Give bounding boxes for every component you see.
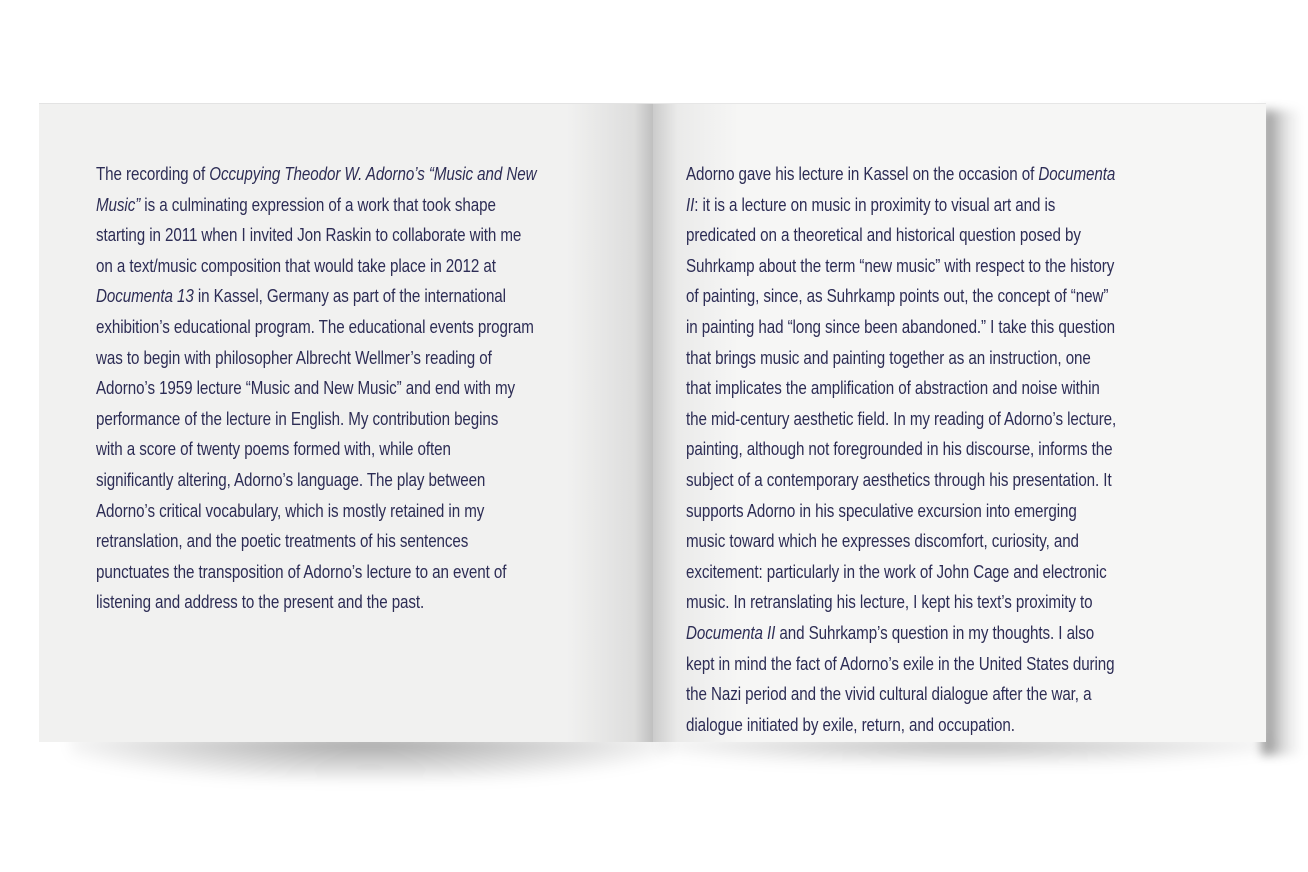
- text-segment: listening and address to the present and the past.: [96, 591, 425, 613]
- text-line: [686, 312, 1116, 343]
- text-line: [686, 404, 1116, 435]
- text-line: [686, 710, 1116, 741]
- text-segment: The recording of: [96, 163, 210, 184]
- text-line: [686, 343, 1116, 374]
- text-line: [96, 404, 536, 435]
- text-line: [96, 251, 536, 282]
- text-segment: retranslation, and the poetic treatments of his sentences: [96, 530, 469, 552]
- text-line: [96, 190, 536, 221]
- text-segment: music toward which he expresses discomfort, curiosity, and: [686, 530, 1079, 552]
- text-segment: Adorno gave his lecture in Kassel on the occasion of: [686, 163, 1039, 184]
- text-line: [686, 220, 1116, 251]
- text-line: [96, 526, 536, 557]
- text-segment: starting in 2011 when I invited Jon Raskin to collaborate with me: [96, 224, 522, 246]
- text-segment: on a text/music composition that would take place in 2012 at: [96, 254, 496, 276]
- text-segment: subject of a contemporary aesthetics through his presentation. It: [686, 468, 1112, 490]
- text-line: [686, 159, 1116, 190]
- right-page-text: [686, 159, 1116, 740]
- text-segment: and Suhrkamp’s question in my thoughts. I also: [775, 621, 1095, 643]
- text-line: [686, 618, 1116, 649]
- booklet-shadow-right: [1262, 110, 1302, 755]
- text-line: [686, 649, 1116, 680]
- text-segment: punctuates the transposition of Adorno’s lecture to an event of: [96, 560, 507, 582]
- text-line: [686, 190, 1116, 221]
- text-segment: was to begin with philosopher Albrecht Wellmer’s reading of: [96, 346, 492, 368]
- text-line: [686, 557, 1116, 588]
- text-line: [686, 526, 1116, 557]
- left-page: [39, 103, 653, 742]
- text-line: [686, 465, 1116, 496]
- right-page: [653, 103, 1266, 742]
- italic-text: II: [686, 193, 695, 215]
- text-line: [96, 465, 536, 496]
- italic-text: Documenta II: [686, 621, 776, 643]
- text-line: [686, 679, 1116, 710]
- text-line: [96, 557, 536, 588]
- text-line: [96, 159, 536, 190]
- text-segment: with a score of twenty poems formed with, while often: [96, 438, 451, 460]
- text-line: [96, 373, 536, 404]
- text-segment: excitement: particularly in the work of John Cage and electronic: [686, 560, 1107, 582]
- text-segment: supports Adorno in his speculative excursion into emerging: [686, 499, 1077, 521]
- text-line: [96, 434, 536, 465]
- text-segment: is a culminating expression of a work that took shape: [140, 193, 496, 215]
- text-segment: Adorno’s critical vocabulary, which is mostly retained in my: [96, 499, 485, 521]
- text-line: [686, 434, 1116, 465]
- text-segment: significantly altering, Adorno’s language. The play between: [96, 468, 486, 490]
- text-segment: exhibition’s educational program. The educational events program: [96, 315, 534, 337]
- text-segment: : it is a lecture on music in proximity to visual art and is: [694, 193, 1056, 215]
- text-line: [96, 587, 536, 618]
- text-line: [96, 220, 536, 251]
- text-segment: the mid-century aesthetic field. In my reading of Adorno’s lecture,: [686, 407, 1117, 429]
- text-segment: Suhrkamp about the term “new music” with respect to the history: [686, 254, 1115, 276]
- text-segment: music. In retranslating his lecture, I kept his text’s proximity to: [686, 591, 1093, 613]
- text-segment: painting, although not foregrounded in his discourse, informs the: [686, 438, 1113, 460]
- text-line: [96, 281, 536, 312]
- text-line: [96, 496, 536, 527]
- text-line: [686, 373, 1116, 404]
- italic-text: Music”: [96, 193, 141, 215]
- text-line: [686, 496, 1116, 527]
- text-segment: in Kassel, Germany as part of the international: [193, 285, 506, 307]
- text-segment: the Nazi period and the vivid cultural dialogue after the war, a: [686, 683, 1092, 705]
- italic-text: Documenta: [1038, 163, 1116, 184]
- booklet-shadow-left: [70, 736, 670, 780]
- text-line: [686, 281, 1116, 312]
- text-segment: dialogue initiated by exile, return, and occupation.: [686, 713, 1015, 735]
- italic-text: Occupying Theodor W. Adorno’s “Music and New: [209, 163, 537, 184]
- text-line: [96, 343, 536, 374]
- text-segment: of painting, since, as Suhrkamp points out, the concept of “new”: [686, 285, 1109, 307]
- text-segment: predicated on a theoretical and historical question posed by: [686, 224, 1081, 246]
- text-segment: Adorno’s 1959 lecture “Music and New Music” and end with my: [96, 377, 516, 399]
- text-segment: that brings music and painting together as an instruction, one: [686, 346, 1091, 368]
- text-line: [686, 587, 1116, 618]
- text-segment: in painting had “long since been abandoned.” I take this question: [686, 315, 1116, 337]
- text-line: [686, 251, 1116, 282]
- text-segment: kept in mind the fact of Adorno’s exile in the United States during: [686, 652, 1115, 674]
- italic-text: Documenta 13: [96, 285, 194, 307]
- left-page-text: [96, 159, 536, 618]
- text-segment: that implicates the amplification of abstraction and noise within: [686, 377, 1100, 399]
- text-line: [96, 312, 536, 343]
- text-segment: performance of the lecture in English. My contribution begins: [96, 407, 499, 429]
